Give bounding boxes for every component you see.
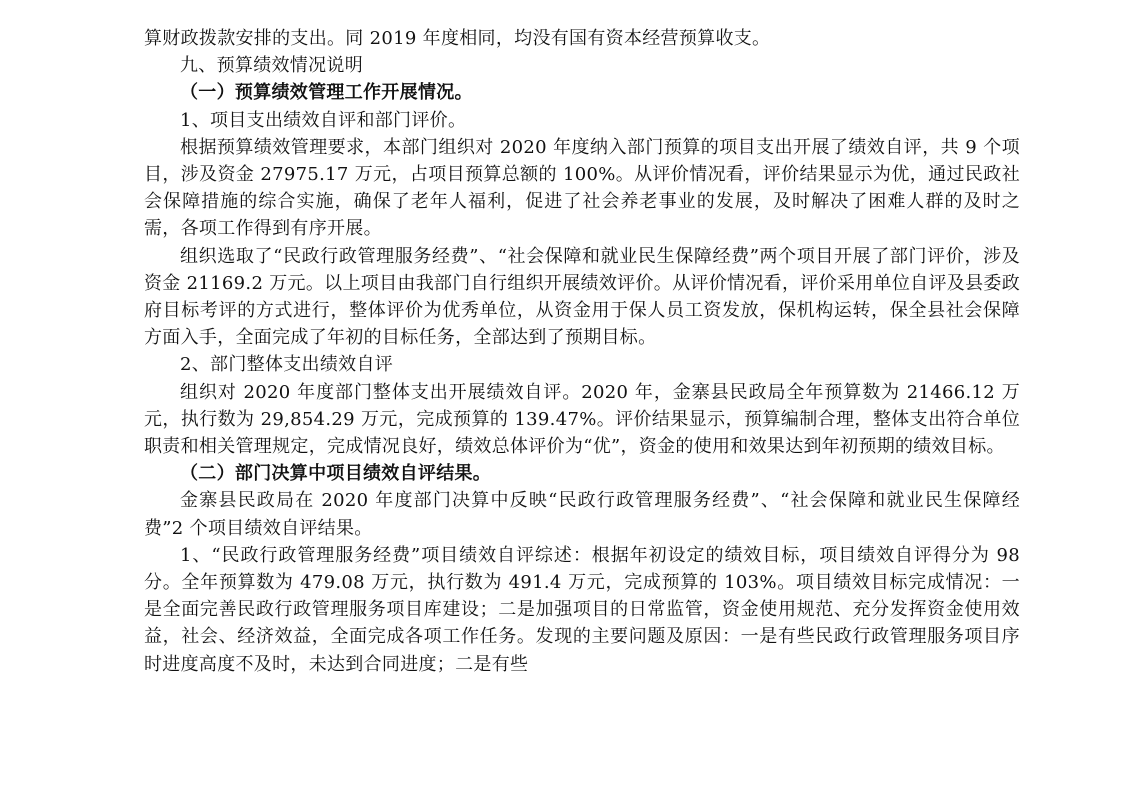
document-body bbox=[144, 25, 1020, 678]
subsection-heading-2: （二）部门决算中项目绩效自评结果。 bbox=[180, 463, 492, 485]
paragraph-continuation: 算财政拨款安排的支出。同 2019 年度相同，均没有国有资本经营预算收支。 bbox=[144, 28, 771, 49]
item-heading-1: 1、项目支出绩效自评和部门评价。 bbox=[180, 109, 467, 131]
paragraph-project-self-evaluation: 根据预算绩效管理要求，本部门组织对 2020 年度纳入部门预算的项目支出开展了绩效自评，共 9 个项目，涉及资金 27975.17 万元，占项目预算总额的 100%。从评价情况看，评价结果显示为优，通过民政社会保障措施的综合实施，确保了老年人福利，促进了社会养老事业的发展，及时解决了困难人群的及时之需，各项工作得到有序开展。 bbox=[144, 136, 1020, 240]
paragraph-department-evaluation: 组织选取了“民政行政管理服务经费”、“社会保障和就业民生保障经费”两个项目开展了部门评价，涉及资金 21169.2 万元。以上项目由我部门自行组织开展绩效评价。从评价情况看，评价采用单位自评及县委政府目标考评的方式进行，整体评价为优秀单位，从资金用于保人员工资发放，保机构运转，保全县社会保障方面入手，全面完成了年初的目标任务，全部达到了预期目标。 bbox=[144, 245, 1020, 349]
paragraph-final-accounts: 金寨县民政局在 2020 年度部门决算中反映“民政行政管理服务经费”、“社会保障和就业民生保障经费”2 个项目绩效自评结果。 bbox=[144, 490, 1020, 539]
section-heading-9: 九、预算绩效情况说明 bbox=[180, 55, 363, 77]
item-heading-2: 2、部门整体支出绩效自评 bbox=[180, 354, 394, 376]
paragraph-project-summary: 1、“民政行政管理服务经费”项目绩效自评综述：根据年初设定的绩效目标，项目绩效自评得分为 98 分。全年预算数为 479.08 万元，执行数为 491.4 万元，完成预算的 103%。项目绩效目标完成情况：一是全面完善民政行政管理服务项目库建设；二是加强项目的日常监管，资金使用规范、充分发挥资金使用效益，社会、经济效益，全面完成各项工作任务。发现的主要问题及原因：一是有些民政行政管理服务项目序时进度高度不及时，未达到合同进度；二是有些 bbox=[144, 544, 1020, 675]
paragraph-overall-self-evaluation: 组织对 2020 年度部门整体支出开展绩效自评。2020 年，金寨县民政局全年预算数为 21466.12 万元，执行数为 29,854.29 万元，完成预算的 139.47%。评价结果显示，预算编制合理，整体支出符合单位职责和相关管理规定，完成情况良好，绩效总体评价为“优”，资金的使用和效果达到年初预期的绩效目标。 bbox=[144, 381, 1020, 458]
subsection-heading-1: （一）预算绩效管理工作开展情况。 bbox=[180, 82, 473, 104]
